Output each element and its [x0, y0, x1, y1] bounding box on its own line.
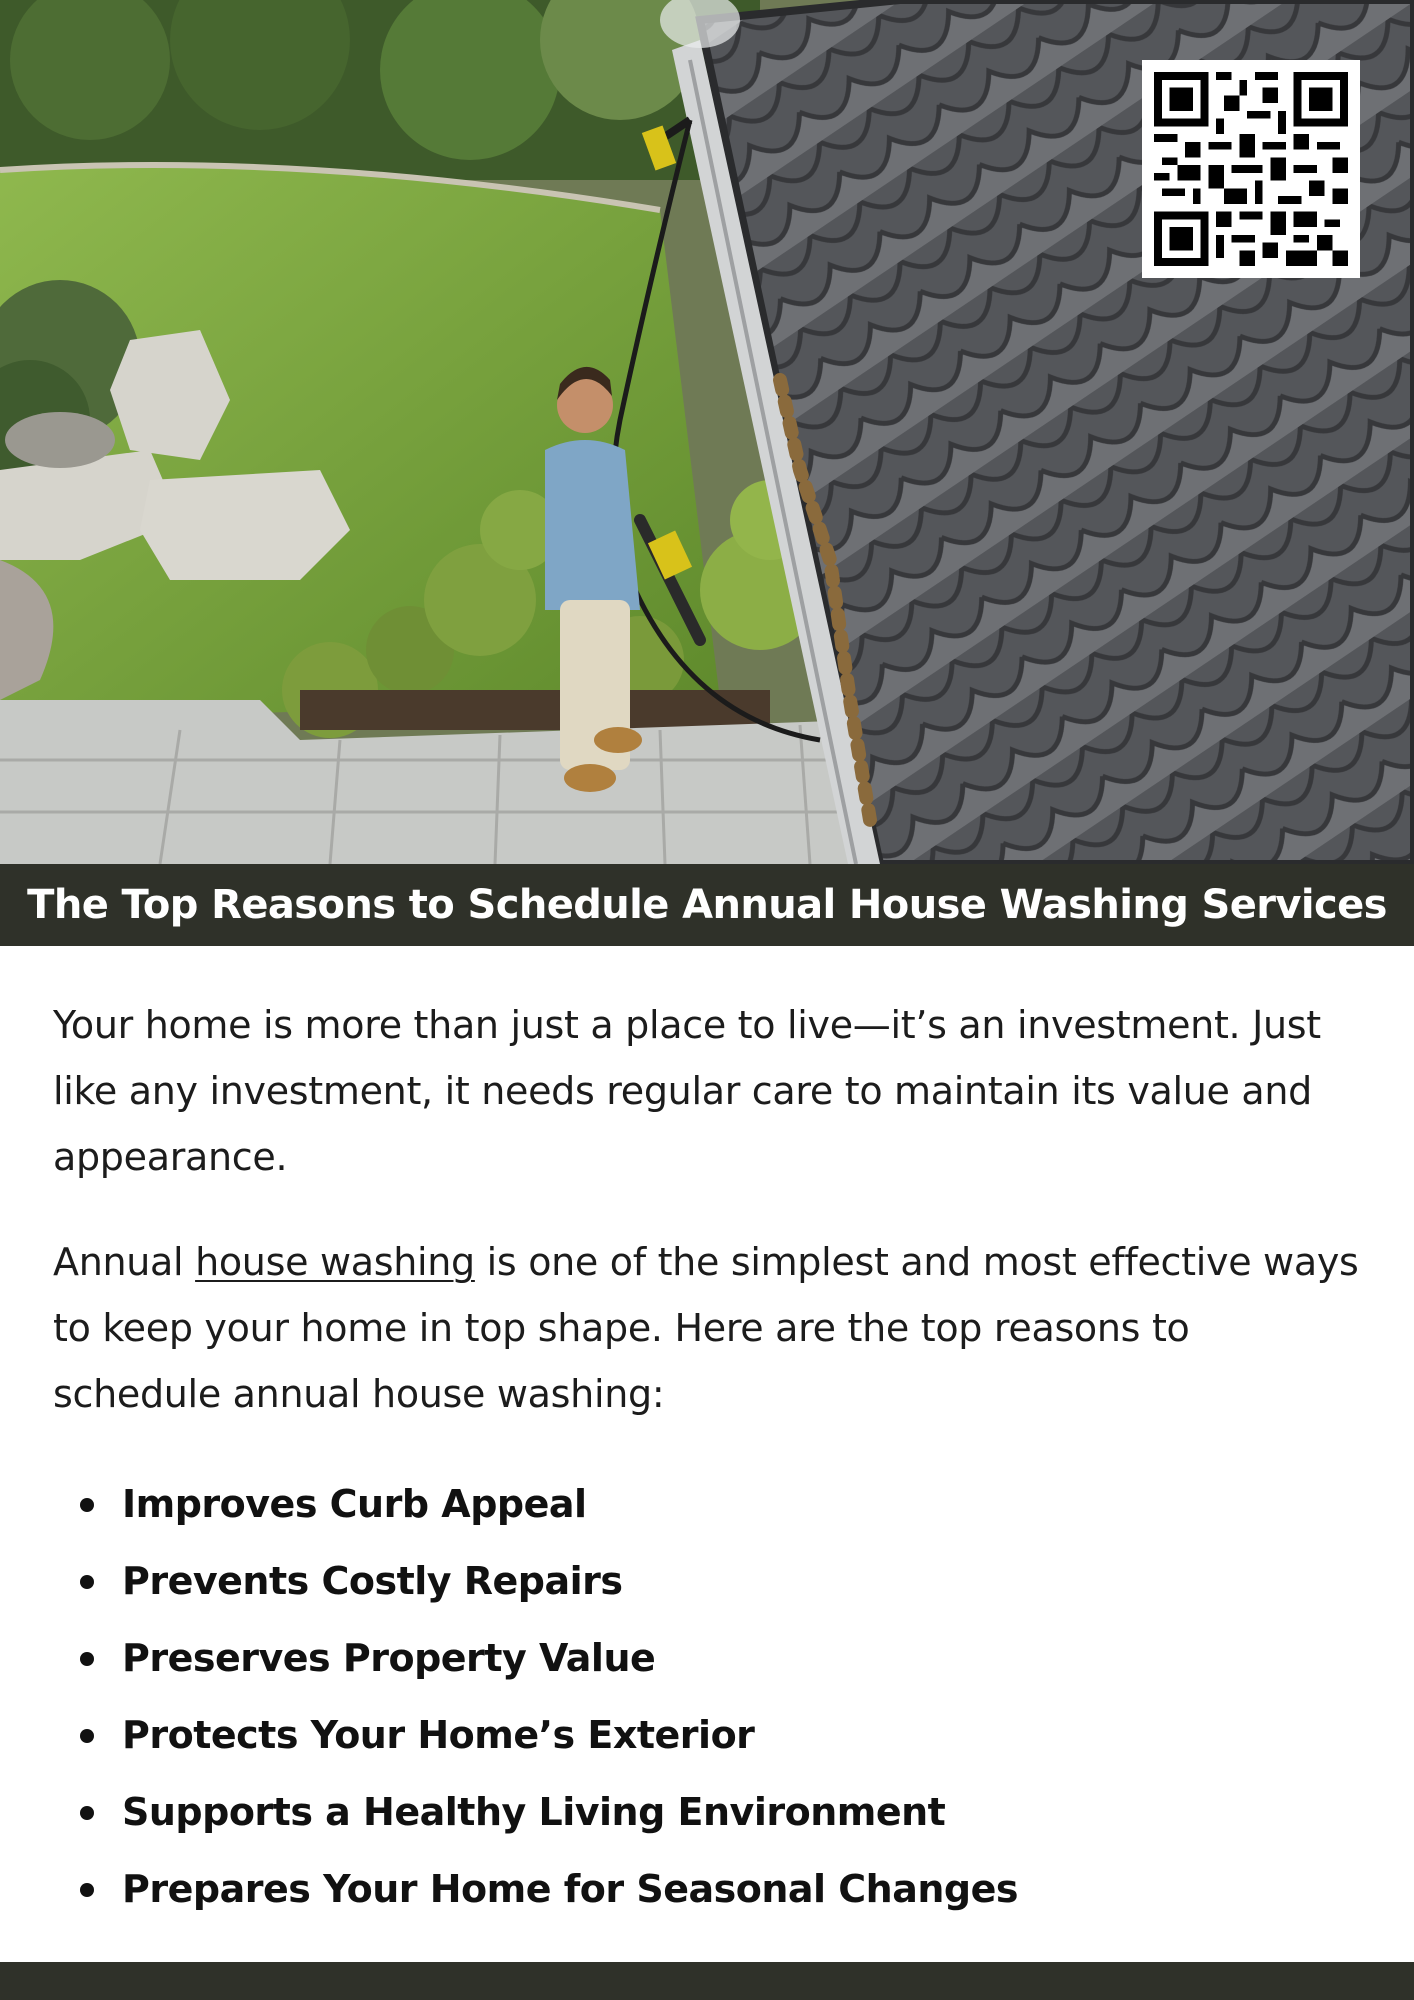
bullet-icon	[80, 1575, 94, 1589]
list-item	[70, 1774, 1330, 1851]
bullet-icon	[80, 1883, 94, 1897]
list-item	[70, 1466, 1330, 1543]
paragraph-text-before-link: Annual	[53, 1240, 196, 1284]
title-bar	[0, 864, 1414, 946]
reason-label: Supports a Healthy Living Environment	[122, 1790, 946, 1834]
reason-label: Improves Curb Appeal	[122, 1482, 587, 1526]
house-washing-link[interactable]: house washing	[195, 1240, 475, 1284]
reasons-list	[70, 1466, 1330, 1928]
qr-code-icon	[1154, 72, 1348, 266]
intro-paragraph: Your home is more than just a place to live—it’s an investment. Just like any investment, it needs regular care to maintain its value and appearance.	[53, 1003, 1321, 1179]
bullet-icon	[80, 1498, 94, 1512]
reason-label: Prevents Costly Repairs	[122, 1559, 623, 1603]
bullet-icon	[80, 1806, 94, 1820]
reason-label: Preserves Property Value	[122, 1636, 656, 1680]
hero-image	[0, 0, 1414, 864]
bullet-icon	[80, 1729, 94, 1743]
list-item	[70, 1697, 1330, 1774]
footer-bar	[0, 1962, 1414, 2000]
qr-code[interactable]	[1142, 60, 1360, 278]
list-item	[70, 1620, 1330, 1697]
list-item	[70, 1543, 1330, 1620]
page-title: The Top Reasons to Schedule Annual House Washing Services	[27, 882, 1387, 928]
paragraph-text-after-link: is one of the simplest and most effective ways to keep your home in top shape. Here are the top reasons to schedule annual house washing:	[53, 1240, 1359, 1416]
reason-label: Protects Your Home’s Exterior	[122, 1713, 755, 1757]
article-body	[53, 992, 1363, 1427]
reason-label: Prepares Your Home for Seasonal Changes	[122, 1867, 1019, 1911]
annual-washing-paragraph	[53, 1229, 1363, 1427]
list-item	[70, 1851, 1330, 1928]
bullet-icon	[80, 1652, 94, 1666]
